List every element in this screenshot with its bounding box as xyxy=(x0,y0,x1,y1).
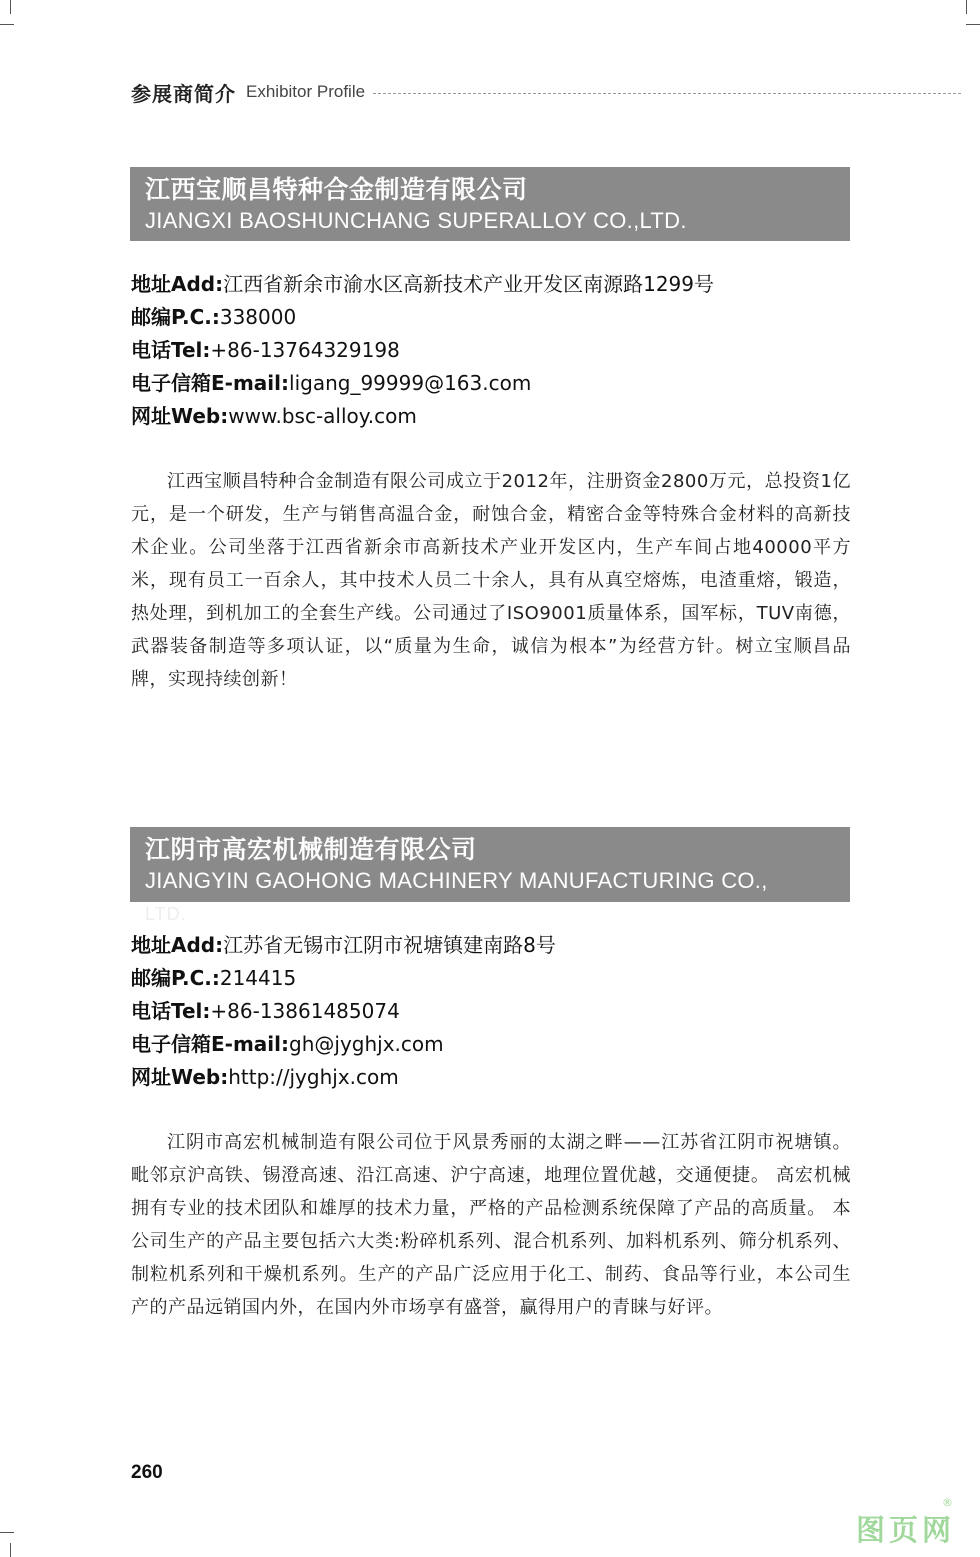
contact-info xyxy=(131,268,851,433)
company-name-en: JIANGYIN GAOHONG MACHINERY MANUFACTURING CO., xyxy=(145,868,768,893)
email-line: 电子信箱E-mail:gh@jyghjx.com xyxy=(131,1032,444,1056)
section-title-cn: 参展商简介 xyxy=(131,81,236,106)
address-line: 地址Add:江西省新余市渝水区高新技术产业开发区南源路1299号 xyxy=(131,272,715,296)
registered-mark-icon: ® xyxy=(942,1496,958,1509)
page-number: 260 xyxy=(131,1462,163,1483)
company-banner xyxy=(130,827,850,902)
web-line: 网址Web:http://jyghjx.com xyxy=(131,1065,399,1089)
crop-mark xyxy=(966,0,967,14)
company-description: 江阴市高宏机械制造有限公司位于风景秀丽的太湖之畔——江苏省江阴市祝塘镇。毗邻京沪高铁、锡澄高速、沿江高速、沪宁高速，地理位置优越，交通便捷。 高宏机械拥有专业的技术团队和雄厚的技术力量，严格的产品检测系统保障了产品的高质量。 本公司生产的产品主要包括六大类:粉碎机系列、混合机系列、加料机系列、筛分机系列、制粒机系列和干燥机系列。生产的产品广泛应用于化工、制药、食品等行业，本公司生产的产品远销国内外，在国内外市场享有盛誉，赢得用户的青睐与好评。 xyxy=(131,1132,851,1318)
company-name-cn: 江阴市高宏机械制造有限公司 xyxy=(145,835,477,864)
email-line: 电子信箱E-mail:ligang_99999@163.com xyxy=(131,371,532,395)
company-description: 江西宝顺昌特种合金制造有限公司成立于2012年，注册资金2800万元，总投资1亿元，是一个研发，生产与销售高温合金，耐蚀合金，精密合金等特殊合金材料的高新技术企业。公司坐落于江西省新余市高新技术产业开发区内，生产车间占地40000平方米，现有员工一百余人，其中技术人员二十余人，具有从真空熔炼，电渣重熔，锻造，热处理，到机加工的全套生产线。公司通过了ISO9001质量体系，国军标，TUV南德，武器装备制造等多项认证，以“质量为生命，诚信为根本”为经营方针。树立宝顺昌品牌，实现持续创新！ xyxy=(131,471,851,690)
contact-info xyxy=(131,929,851,1094)
crop-mark xyxy=(10,1543,11,1557)
crop-mark xyxy=(0,24,14,25)
page-header xyxy=(131,78,961,106)
postcode-line: 邮编P.C.:338000 xyxy=(131,305,297,329)
crop-mark xyxy=(0,1532,14,1533)
tel-line: 电话Tel:+86-13861485074 xyxy=(131,999,400,1023)
web-line: 网址Web:www.bsc-alloy.com xyxy=(131,404,417,428)
tel-line: 电话Tel:+86-13764329198 xyxy=(131,338,400,362)
company-name-en: JIANGXI BAOSHUNCHANG SUPERALLOY CO.,LTD. xyxy=(145,208,687,233)
company-banner xyxy=(130,167,850,241)
crop-mark xyxy=(10,0,11,14)
company-name-en-overflow: LTD. xyxy=(145,904,187,924)
watermark-logo xyxy=(856,1496,958,1549)
watermark-text: 图页网 xyxy=(856,1513,956,1547)
section-title-en: Exhibitor Profile xyxy=(246,82,366,101)
crop-mark xyxy=(966,24,980,25)
company-name-cn: 江西宝顺昌特种合金制造有限公司 xyxy=(145,175,528,204)
address-line: 地址Add:江苏省无锡市江阴市祝塘镇建南路8号 xyxy=(131,933,556,957)
header-divider xyxy=(373,93,961,94)
postcode-line: 邮编P.C.:214415 xyxy=(131,966,297,990)
